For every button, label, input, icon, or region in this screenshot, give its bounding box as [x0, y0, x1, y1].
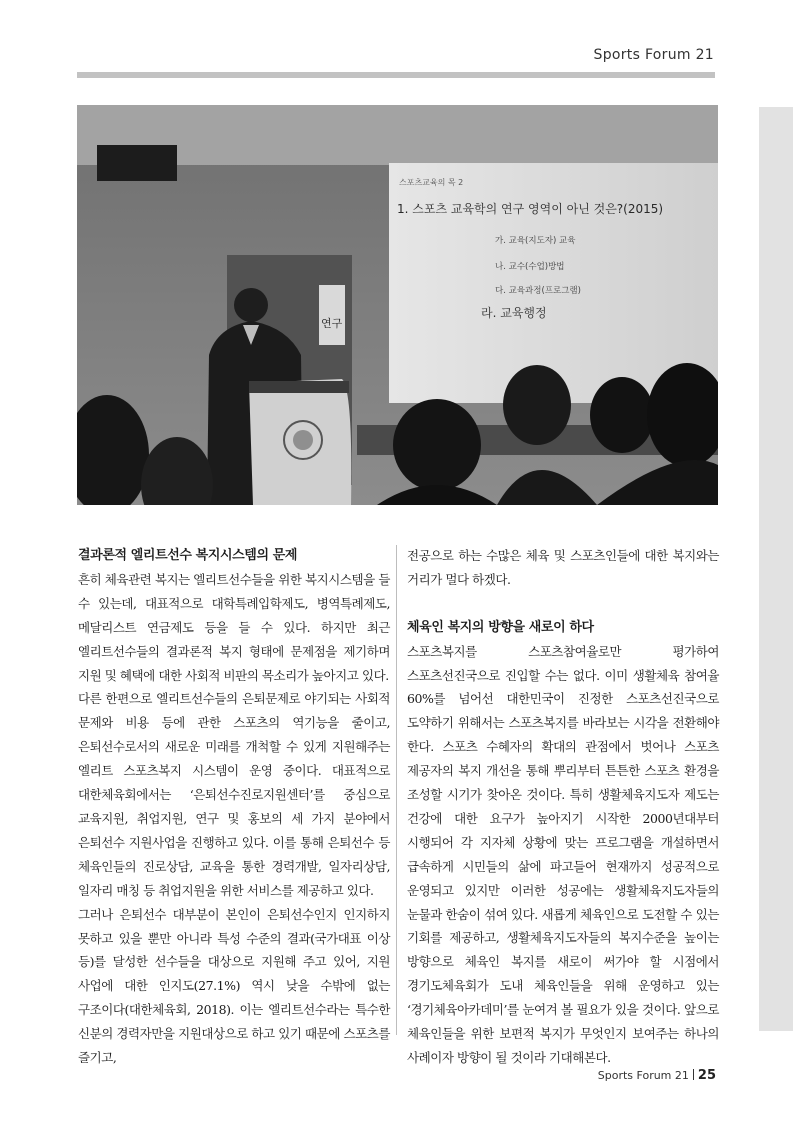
section-heading-elite-welfare: 결과론적 엘리트선수 복지시스템의 문제 — [78, 548, 298, 563]
slide-option-2: 나. 교수(수업)방법 — [495, 262, 565, 272]
paragraph: 다른 한편으로 엘리트선수들의 은퇴문제로 야기되는 사회적 문제와 비용 등에 관한 스포츠의 역기능을 줄이고, 은퇴선수로서의 새로운 미래를 개척할 수 있게 지원해주는 엘리트 스포츠복지 시스템이 운영 중이다. 대표적으로 대한체육회에서는 ‘은퇴선수진로지원센터’를 중심으로 교육지원, 취업지원, 연구 및 홍보의 세 가지 분야에서 은퇴선수 지원사업을 진행하고 있다. 이를 통해 은퇴선수 등 체육인들의 진로상담, 교육을 통한 경력개발, 일자리상담, 일자리 매칭 등 취업지원을 위한 서비스를 제공하고 있다. — [78, 691, 390, 898]
footer-separator — [693, 1069, 694, 1080]
page-number: 25 — [697, 1068, 716, 1083]
paragraph: 흔히 체육관련 복지는 엘리트선수들을 위한 복지시스템을 들 수 있는데, 대표적으로 대학특례입학제도, 병역특례제도, 메달리스트 연금제도 등을 들 수 있다. 하지만 최근 엘리트선수들의 결과론적 복지 형태에 문제점을 제기하며 지원 및 혜택에 대한 사회적 비판의 목소리가 높아지고 있다. — [78, 571, 390, 683]
paragraph: 스포츠복지를 스포츠참여율로만 평가하여 스포츠선진국으로 진입할 수는 없다. 이미 생활체육 참여율 60%를 넘어선 대한민국이 진정한 스포츠선진국으로 도약하기 위해서는 스포츠복지를 바라보는 시각을 전환해야 한다. 스포츠 수혜자의 확대의 관점에서 벗어나 스포츠 제공자의 복지 개선을 통해 뿌리부터 튼튼한 스포츠 환경을 조성할 시기가 찾아온 것이다. 특히 생활체육지도자 제도는 건강에 대한 요구가 높아지기 시작한 2000년대부터 시행되어 각 지자체 상황에 맞는 프로그램을 개설하면서 급속하게 시민들의 삶에 파고들어 현재까지 성공적으로 운영되고 있지만 이러한 성공에는 생활체육지도자들의 눈물과 한숨이 섞여 있다. 새롭게 체육인으로 도전할 수 있는 기회를 제공하고, 생활체육지도자들의 복지수준을 높이는 방향으로 체육인 복지를 새로이 써가야 할 시점에서 경기도체육회가 도내 체육인들을 위해 운영하고 있는 ‘경기체육아카데미’를 눈여겨 볼 필요가 있을 것이다. 앞으로 체육인들을 위한 보편적 복지가 무엇인지 보여주는 하나의 사례이자 방향이 될 것이라 기대해본다. — [407, 643, 719, 1066]
left-column — [78, 544, 390, 1070]
slide-option-1: 가. 교육(지도자) 교육 — [495, 236, 576, 246]
slide-option-3: 다. 교육과정(프로그램) — [495, 286, 581, 296]
slide-title-text: 1. 스포츠 교육학의 연구 영역이 아닌 것은?(2015) — [397, 202, 664, 216]
slide-header-text: 스포츠교육의 목 2 — [399, 178, 464, 187]
side-tab — [759, 107, 793, 1031]
header-brand: Sports Forum 21 — [593, 47, 714, 63]
footer-brand: Sports Forum 21 — [597, 1069, 689, 1082]
header-rule — [77, 72, 715, 78]
door-sign-text: 연구 — [321, 317, 343, 330]
right-column — [407, 544, 719, 1070]
section-heading-new-direction: 체육인 복지의 방향을 새로이 하다 — [407, 619, 594, 635]
paragraph: 그러나 은퇴선수 대부분이 본인이 은퇴선수인지 인지하지 못하고 있을 뿐만 아니라 특성 수준의 결과(국가대표 이상 등)를 달성한 선수들을 대상으로 지원해 주고 있어, 지원 사업에 대한 인지도(27.1%) 역시 낮을 수밖에 없는 구조이다(대한체육회, 2018). 이는 엘리트선수라는 특수한 신분의 경력자만을 지원대상으로 하고 있기 때문에 스포츠를 즐기고, — [78, 906, 390, 1066]
seminar-photo — [77, 105, 718, 505]
footer — [560, 1068, 716, 1083]
paragraph: 전공으로 하는 수많은 체육 및 스포츠인들에 대한 복지와는 거리가 멀다 하겠다. — [407, 548, 719, 587]
column-divider — [396, 545, 397, 1035]
slide-option-4: 라. 교육행정 — [481, 306, 547, 320]
